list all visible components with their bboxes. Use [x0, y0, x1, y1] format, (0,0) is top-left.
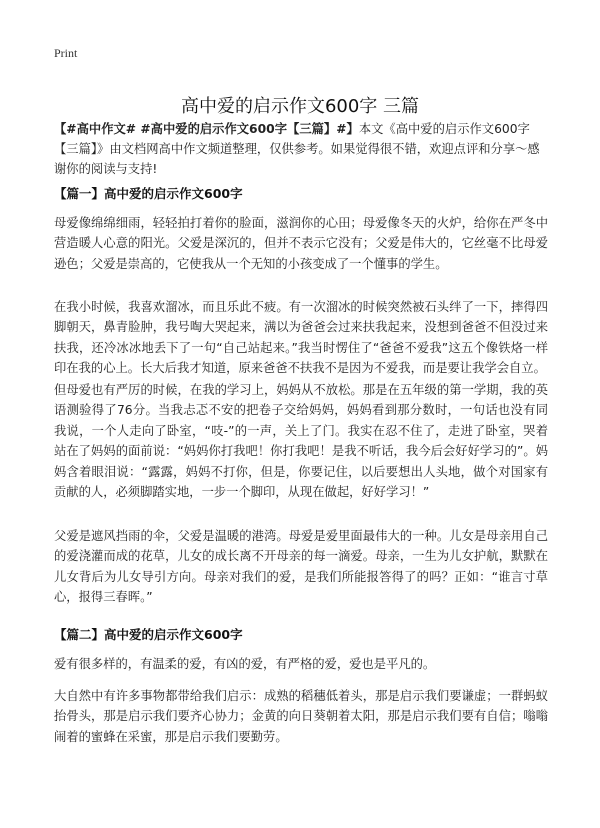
paragraph: 在我小时候，我喜欢溜冰，而且乐此不疲。有一次溜冰的时候突然被石头绊了一下，摔得四脚朝天，鼻青脸肿，我号啕大哭起来，满以为爸爸会过来扶我起来，没想到爸爸不但没过来扶我，还冷冰冰地丢下了一句“自己站起来。”我当时愣住了“爸爸不爱我”这五个像铁烙一样印在我的心上。长大后我才知道，原来爸爸不扶我不是因为不爱我，而是要让我学会自立。 — [54, 300, 548, 376]
section-heading-2: 【篇二】高中爱的启示作文600字 — [54, 627, 243, 642]
print-link[interactable]: Print — [54, 46, 78, 60]
paragraph: 爱有很多样的，有温柔的爱，有凶的爱，有严格的爱，爱也是平凡的。 — [54, 657, 436, 671]
paragraph: 母爱像绵绵细雨，轻轻拍打着你的脸面，滋润你的心田；母爱像冬天的火炉，给你在严冬中营造暖人心意的阳光。父爱是深沉的，但并不表示它没有；父爱是伟大的，它丝毫不比母爱逊色；父爱是崇高的，它使我从一个无知的小孩变成了一个懂事的学生。 — [54, 216, 548, 271]
intro-paragraph — [54, 119, 548, 179]
section-heading-1: 【篇一】高中爱的启示作文600字 — [54, 186, 243, 201]
page-title: 高中爱的启示作文600字 三篇 — [180, 96, 420, 118]
intro-text: 本文《高中爱的启示作文600字【三篇】》由文档网高中作文频道整理，仅供参考。如果觉得很不错，欢迎点评和分享～感谢你的阅读与支持! — [54, 122, 540, 176]
paragraph: 大自然中有许多事物都带给我们启示：成熟的稻穗低着头，那是启示我们要谦虚；一群蚂蚁抬骨头，那是启示我们要齐心协力；金黄的向日葵朝着太阳，那是启示我们要有自信；嗡嗡闹着的蜜蜂在采蜜，那是启示我们要勤劳。 — [54, 689, 548, 744]
paragraph: 但母爱也有严厉的时候，在我的学习上，妈妈从不放松。那是在五年级的第一学期，我的英语测验得了76分。当我忐忑不安的把卷子交给妈妈，妈妈看到那分数时，一句话也没有同我说，一个人走向了卧室，“吱-”的一声，关上了门。我实在忍不住了，走进了卧室，哭着站在了妈妈的面前说：“妈妈你打我吧！你打我吧！是我不听话，我今后会好好学习的”。妈妈含着眼泪说：“露露，妈妈不打你，但是，你要记住，以后要想出人头地，做个对国家有贡献的人，必须脚踏实地，一步一个脚印，从现在做起，好好学习！” — [54, 383, 548, 500]
paragraph: 父爱是遮风挡雨的伞，父爱是温暖的港湾。母爱是爱里面最伟大的一种。儿女是母亲用自己的爱浇灌而成的花草，儿女的成长离不开母亲的每一滴爱。母亲，一生为儿女护航，默默在儿女背后为儿女导引方向。母亲对我们的爱，是我们所能报答得了的吗？正如：“谁言寸草心，报得三春晖。” — [54, 529, 548, 605]
intro-tag-text: 【#高中作文# #高中爱的启示作文600字【三篇】#】 — [54, 122, 359, 136]
